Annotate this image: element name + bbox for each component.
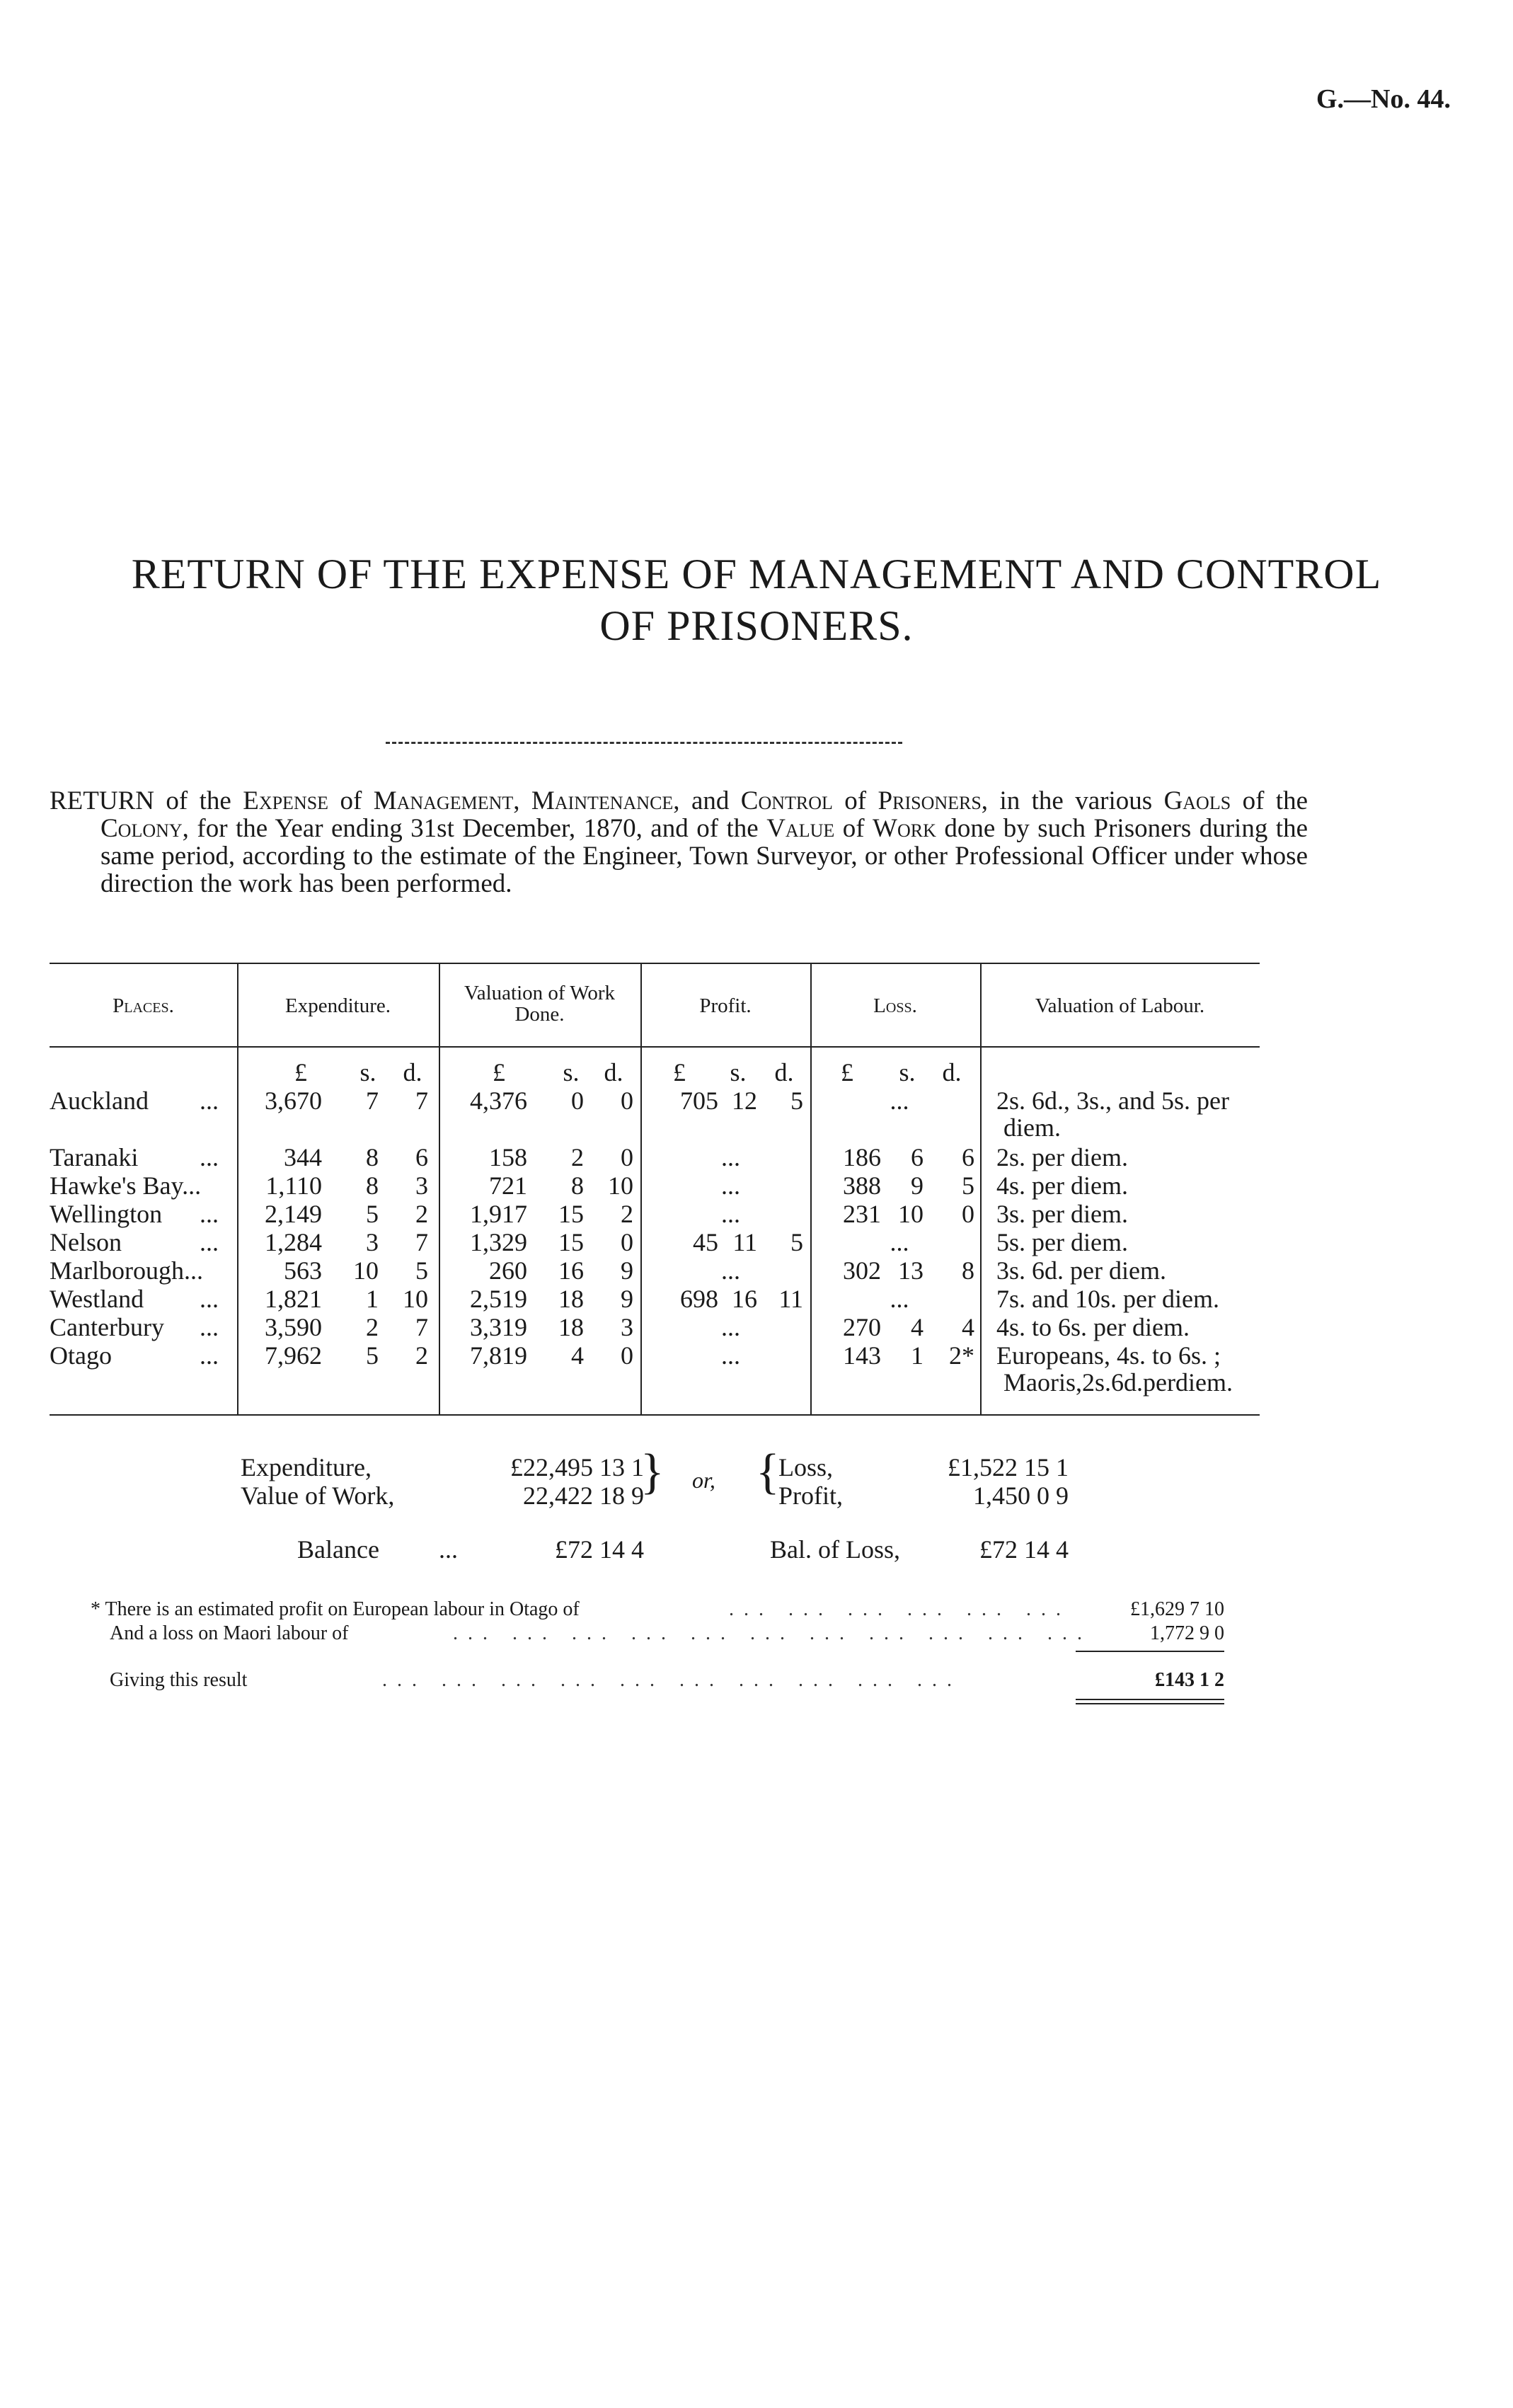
total-expenditure-label: Expenditure, [241, 1453, 372, 1481]
profit-empty: ... [721, 1171, 740, 1200]
column-divider [810, 963, 812, 1414]
profit-empty: ... [721, 1200, 740, 1228]
leader-dots: ... [200, 1143, 219, 1171]
labour-valuation: 7s. and 10s. per diem. [996, 1285, 1219, 1313]
loss-amount: 270 [843, 1313, 881, 1341]
footnote-line-3: Giving this result [110, 1669, 248, 1691]
leader-dots: ... ... ... ... ... ... [729, 1598, 1071, 1620]
loss-amount: 6 [962, 1143, 974, 1171]
unit-shillings: s. [563, 1058, 580, 1087]
page-title-line-2: OF PRISONERS. [599, 602, 914, 649]
val-amount: 260 [489, 1256, 527, 1285]
loss-amount: 186 [843, 1143, 881, 1171]
val-amount: 721 [489, 1171, 527, 1200]
place-name: Wellington [50, 1200, 163, 1228]
footnote-line-1: * There is an estimated profit on European labour in Otago of [91, 1598, 580, 1620]
decorative-rule [386, 742, 902, 744]
loss-amount: 8 [962, 1256, 974, 1285]
total-loss-value: £1,522 15 1 [948, 1453, 1069, 1481]
val-amount: 1,917 [470, 1200, 527, 1228]
val-amount: 2 [571, 1143, 584, 1171]
total-value-of-work-value: 22,422 18 9 [523, 1481, 644, 1510]
document-reference: G.—No. 44. [1316, 84, 1451, 114]
column-divider [439, 963, 440, 1414]
loss-amount: 2* [949, 1341, 974, 1370]
val-amount: 2 [621, 1200, 633, 1228]
loss-amount: 0 [962, 1200, 974, 1228]
total-profit-label: Profit, [778, 1481, 844, 1510]
exp-amount: 7 [415, 1228, 428, 1256]
footnote-line-2: And a loss on Maori labour of [110, 1622, 349, 1644]
balance-of-loss-label: Bal. of Loss, [770, 1535, 900, 1564]
unit-pound: £ [493, 1058, 505, 1087]
val-amount: 4 [571, 1341, 584, 1370]
profit-amount: 5 [790, 1087, 803, 1115]
place-name: Canterbury [50, 1313, 164, 1341]
exp-amount: 8 [366, 1171, 379, 1200]
val-amount: 2,519 [470, 1285, 527, 1313]
total-loss-label: Loss, [778, 1453, 834, 1481]
leader-dots: ... [200, 1228, 219, 1256]
leader-dots: ... [200, 1087, 219, 1115]
labour-valuation: 3s. 6d. per diem. [996, 1256, 1166, 1285]
place-name: Otago [50, 1341, 112, 1370]
column-header-labour: Valuation of Labour. [1035, 994, 1205, 1017]
total-expenditure-value: £22,495 13 1 [510, 1453, 644, 1481]
leader-dots: ... ... ... ... ... ... ... ... ... ... ... [453, 1622, 1092, 1644]
labour-valuation: 3s. per diem. [996, 1200, 1128, 1228]
loss-amount: 231 [843, 1200, 881, 1228]
val-amount: 7,819 [470, 1341, 527, 1370]
loss-amount: 13 [898, 1256, 924, 1285]
profit-empty: ... [721, 1313, 740, 1341]
footnote-value-3: £143 1 2 [1155, 1669, 1224, 1691]
double-rule-bottom [1076, 1703, 1224, 1704]
exp-amount: 563 [284, 1256, 322, 1285]
unit-shillings: s. [730, 1058, 747, 1087]
right-brace-icon: } [640, 1445, 665, 1499]
val-amount: 9 [621, 1256, 633, 1285]
val-amount: 3,319 [470, 1313, 527, 1341]
loss-amount: 1 [911, 1341, 924, 1370]
unit-pound: £ [673, 1058, 686, 1087]
unit-pence: d. [604, 1058, 623, 1087]
place-name: Marlborough... [50, 1256, 203, 1285]
loss-amount: 6 [911, 1143, 924, 1171]
val-amount: 15 [558, 1200, 584, 1228]
leader-dots: ... [200, 1200, 219, 1228]
unit-pence: d. [942, 1058, 962, 1087]
leader-dots: ... [200, 1341, 219, 1370]
exp-amount: 3 [366, 1228, 379, 1256]
exp-amount: 3,670 [265, 1087, 322, 1115]
exp-amount: 1 [366, 1285, 379, 1313]
exp-amount: 10 [353, 1256, 379, 1285]
loss-amount: 5 [962, 1171, 974, 1200]
val-amount: 0 [621, 1341, 633, 1370]
profit-empty: ... [721, 1341, 740, 1370]
profit-amount: 45 [693, 1228, 718, 1256]
labour-valuation: 5s. per diem. [996, 1228, 1128, 1256]
column-divider [640, 963, 642, 1414]
profit-amount: 698 [680, 1285, 718, 1313]
loss-amount: 388 [843, 1171, 881, 1200]
unit-pound: £ [294, 1058, 307, 1087]
column-header-expenditure: Expenditure. [285, 994, 391, 1017]
total-profit-value: 1,450 0 9 [973, 1481, 1069, 1510]
balance-value: £72 14 4 [555, 1535, 644, 1564]
exp-amount: 5 [366, 1200, 379, 1228]
left-brace-icon: { [756, 1445, 780, 1499]
exp-amount: 8 [366, 1143, 379, 1171]
val-amount: 0 [621, 1143, 633, 1171]
val-amount: 0 [621, 1087, 633, 1115]
exp-amount: 6 [415, 1143, 428, 1171]
place-name: Nelson [50, 1228, 122, 1256]
exp-amount: 1,110 [265, 1171, 322, 1200]
val-amount: 4,376 [470, 1087, 527, 1115]
profit-amount: 5 [790, 1228, 803, 1256]
loss-amount: 4 [962, 1313, 974, 1341]
intro-paragraph: RETURN of the Expense of Management, Maintenance, and Control of Prisoners, in the various Gaols of the Colony, for the Year ending 31st December, 1870, and of the Value of Work done by such Prisoners during the same period, according to the estimate of the Engineer, Town Surveyor, or other Professional Officer under whose direction the work has been performed. [50, 786, 1308, 898]
profit-empty: ... [721, 1256, 740, 1285]
val-amount: 158 [489, 1143, 527, 1171]
unit-pound: £ [841, 1058, 853, 1087]
exp-amount: 7 [415, 1087, 428, 1115]
exp-amount: 2 [415, 1200, 428, 1228]
val-amount: 16 [558, 1256, 584, 1285]
total-value-of-work-label: Value of Work, [241, 1481, 395, 1510]
column-header-loss: Loss. [873, 994, 917, 1017]
page-title-line-1: RETURN OF THE EXPENSE OF MANAGEMENT AND CONTROL [131, 551, 1382, 597]
loss-amount: 9 [911, 1171, 924, 1200]
profit-empty: ... [721, 1143, 740, 1171]
exp-amount: 3 [415, 1171, 428, 1200]
leader-dots: ... [200, 1313, 219, 1341]
unit-pence: d. [774, 1058, 794, 1087]
table-bottom-rule [50, 1414, 1260, 1416]
loss-empty: ... [890, 1087, 909, 1115]
unit-shillings: s. [899, 1058, 916, 1087]
footnote-value-1: £1,629 7 10 [1130, 1598, 1224, 1620]
profit-amount: 11 [732, 1228, 757, 1256]
exp-amount: 2 [366, 1313, 379, 1341]
loss-amount: 302 [843, 1256, 881, 1285]
val-amount: 1,329 [470, 1228, 527, 1256]
column-divider [237, 963, 238, 1414]
exp-amount: 2 [415, 1341, 428, 1370]
leader-dots: ... [200, 1285, 219, 1313]
labour-valuation: 4s. per diem. [996, 1171, 1128, 1200]
exp-amount: 5 [415, 1256, 428, 1285]
unit-shillings: s. [359, 1058, 376, 1087]
exp-amount: 7,962 [265, 1341, 322, 1370]
val-amount: 8 [571, 1171, 584, 1200]
profit-amount: 705 [680, 1087, 718, 1115]
place-name: Westland [50, 1285, 144, 1313]
column-header-profit: Profit. [699, 994, 752, 1017]
table-header-rule [50, 1046, 1260, 1048]
footnote-value-2: 1,772 9 0 [1150, 1622, 1224, 1644]
exp-amount: 344 [284, 1143, 322, 1171]
double-rule-top [1076, 1699, 1224, 1700]
place-name: Auckland [50, 1087, 149, 1115]
table-top-rule [50, 963, 1260, 964]
profit-amount: 12 [732, 1087, 757, 1115]
exp-amount: 1,284 [265, 1228, 322, 1256]
labour-valuation: 2s. per diem. [996, 1143, 1128, 1171]
or-label: or, [692, 1467, 715, 1493]
unit-pence: d. [403, 1058, 422, 1087]
val-amount: 3 [621, 1313, 633, 1341]
exp-amount: 3,590 [265, 1313, 322, 1341]
column-header-valuation: Valuation of Work Done. [464, 982, 615, 1026]
val-amount: 15 [558, 1228, 584, 1256]
exp-amount: 2,149 [265, 1200, 322, 1228]
val-amount: 9 [621, 1285, 633, 1313]
val-amount: 0 [621, 1228, 633, 1256]
leader-dots: ... ... ... ... ... ... ... ... ... ... [382, 1669, 962, 1691]
exp-amount: 1,821 [265, 1285, 322, 1313]
exp-amount: 7 [415, 1313, 428, 1341]
loss-amount: 4 [911, 1313, 924, 1341]
val-amount: 18 [558, 1313, 584, 1341]
exp-amount: 10 [403, 1285, 428, 1313]
val-amount: 18 [558, 1285, 584, 1313]
labour-valuation: diem. [1003, 1113, 1061, 1142]
column-header-places: Places. [113, 994, 174, 1017]
val-amount: 0 [571, 1087, 584, 1115]
loss-amount: 10 [898, 1200, 924, 1228]
sum-rule [1076, 1651, 1224, 1652]
place-name: Hawke's Bay... [50, 1171, 202, 1200]
loss-amount: 143 [843, 1341, 881, 1370]
loss-empty: ... [890, 1285, 909, 1313]
labour-valuation: Maoris,2s.6d.perdiem. [1003, 1368, 1233, 1397]
exp-amount: 5 [366, 1341, 379, 1370]
balance-of-loss-value: £72 14 4 [979, 1535, 1069, 1564]
balance-dots: ... [439, 1535, 458, 1564]
place-name: Taranaki [50, 1143, 139, 1171]
exp-amount: 7 [366, 1087, 379, 1115]
val-amount: 10 [608, 1171, 633, 1200]
balance-label: Balance [297, 1535, 379, 1564]
labour-valuation: 2s. 6d., 3s., and 5s. per [996, 1087, 1229, 1115]
profit-amount: 11 [778, 1285, 803, 1313]
column-divider [980, 963, 982, 1414]
labour-valuation: 4s. to 6s. per diem. [996, 1313, 1190, 1341]
profit-amount: 16 [732, 1285, 757, 1313]
labour-valuation: Europeans, 4s. to 6s. ; [996, 1341, 1221, 1370]
loss-empty: ... [890, 1228, 909, 1256]
